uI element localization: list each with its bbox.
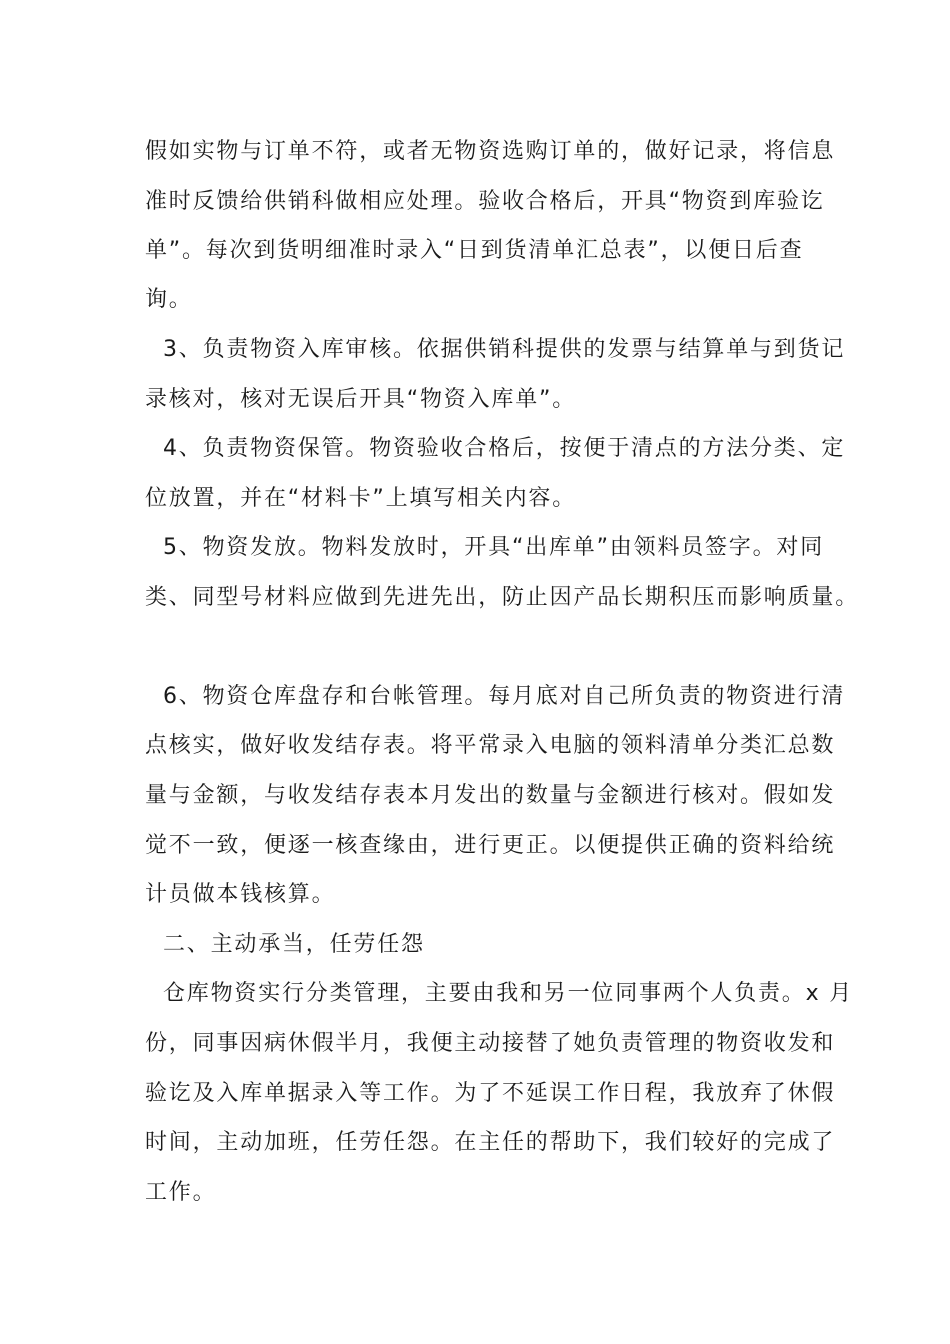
text-line: 工作。 (145, 1180, 217, 1205)
text-line: 4、负责物资保管。物资验收合格后，按便于清点的方法分类、定 (163, 436, 846, 461)
text-line: 5、物资发放。物料发放时，开具“出库单”由领料员签字。对同 (163, 535, 824, 560)
section-heading: 二、主动承当，任劳任怨 (163, 932, 425, 957)
text-line: 录核对，核对无误后开具“物资入库单”。 (145, 387, 576, 412)
text-line: 准时反馈给供销科做相应处理。验收合格后，开具“物资到库验讫 (145, 189, 825, 214)
text-line: 觉不一致，便逐一核查缘由，进行更正。以便提供正确的资料给统 (145, 833, 836, 858)
text-line: 量与金额，与收发结存表本月发出的数量与金额进行核对。假如发 (145, 783, 836, 808)
text-line: 3、负责物资入库审核。依据供销科提供的发票与结算单与到货记 (163, 337, 846, 362)
text-line: 仓库物资实行分类管理，主要由我和另一位同事两个人负责。x 月 (163, 981, 854, 1006)
text-line: 验讫及入库单据录入等工作。为了不延误工作日程，我放弃了休假 (145, 1081, 836, 1106)
text-line: 询。 (145, 287, 193, 312)
text-line: 位放置，并在“材料卡”上填写相关内容。 (145, 486, 576, 511)
text-line: 点核实，做好收发结存表。将平常录入电脑的领料清单分类汇总数 (145, 733, 836, 758)
text-line: 份，同事因病休假半月，我便主动接替了她负责管理的物资收发和 (145, 1031, 836, 1056)
text-line: 6、物资仓库盘存和台帐管理。每月底对自己所负责的物资进行清 (163, 684, 846, 709)
text-line: 时间，主动加班，任劳任怨。在主任的帮助下，我们较好的完成了 (145, 1130, 836, 1155)
text-line: 假如实物与订单不符，或者无物资选购订单的，做好记录，将信息 (145, 139, 836, 164)
text-line: 类、同型号材料应做到先进先出，防止因产品长期积压而影响质量。 (145, 585, 860, 610)
text-line: 计员做本钱核算。 (145, 882, 336, 907)
text-line: 单”。每次到货明细准时录入“日到货清单汇总表”，以便日后查 (145, 238, 804, 263)
